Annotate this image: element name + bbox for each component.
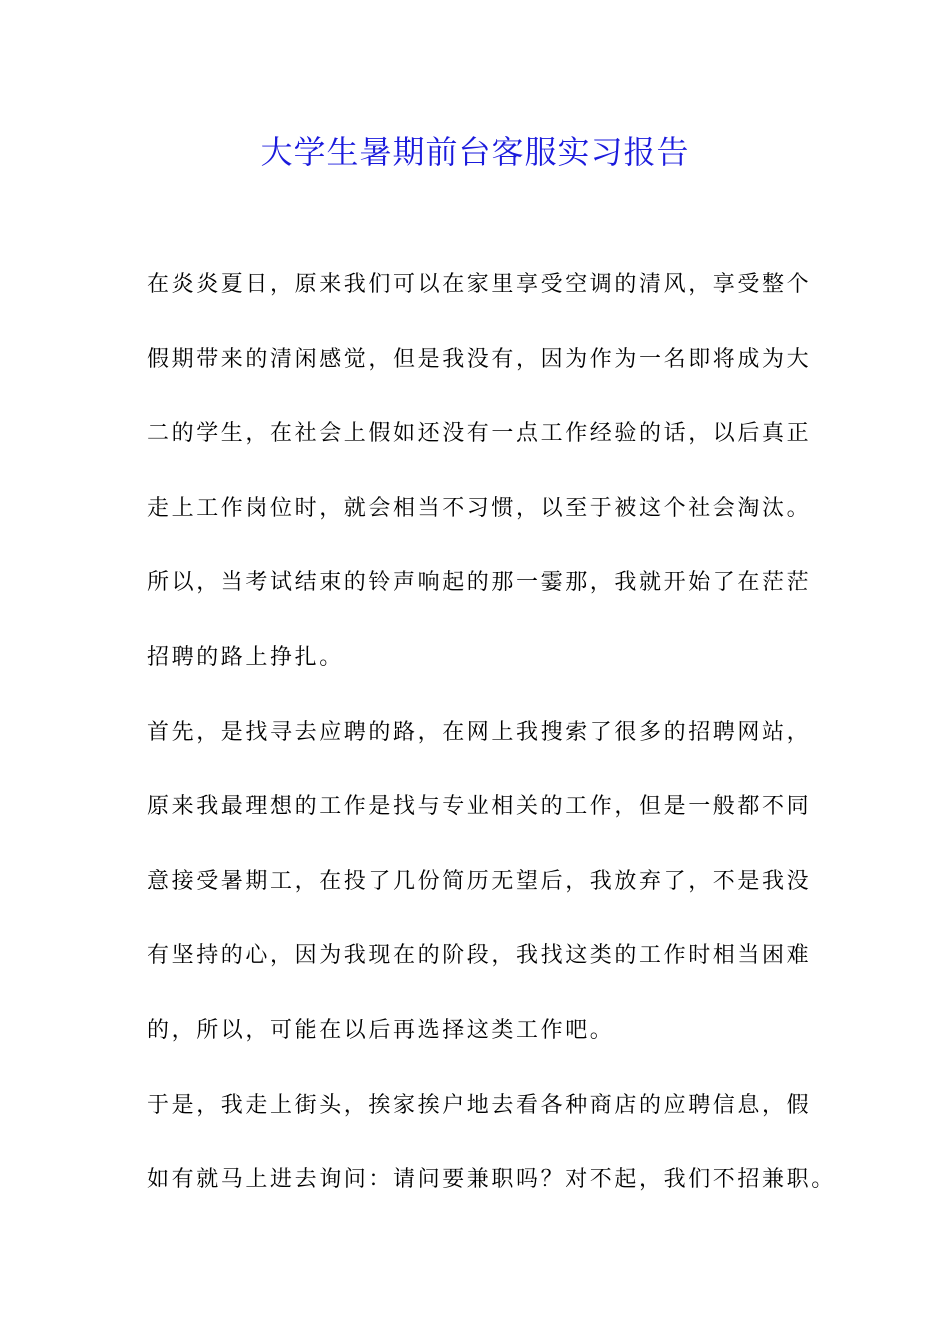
text-line: 招聘的路上挣扎。 <box>147 644 344 670</box>
text-line: 走上工作岗位时，就会相当不习惯，以至于被这个社会淘汰。 <box>147 495 812 521</box>
text-line: 二的学生，在社会上假如还没有一点工作经验的话，以后真正 <box>147 421 812 447</box>
text-line: 意接受暑期工，在投了几份简历无望后，我放弃了，不是我没 <box>147 868 812 894</box>
document-title: 大学生暑期前台客服实习报告 <box>260 133 690 171</box>
text-line: 假期带来的清闲感觉，但是我没有，因为作为一名即将成为大 <box>147 346 812 372</box>
text-line: 的，所以，可能在以后再选择这类工作吧。 <box>147 1017 615 1043</box>
document-body <box>147 262 836 1232</box>
text-line: 于是，我走上街头，挨家挨户地去看各种商店的应聘信息，假 <box>147 1092 812 1118</box>
text-line: 首先，是找寻去应聘的路，在网上我搜索了很多的招聘网站， <box>147 719 812 745</box>
text-line: 原来我最理想的工作是找与专业相关的工作，但是一般都不同 <box>147 794 812 820</box>
text-line: 所以，当考试结束的铃声响起的那一霎那，我就开始了在茫茫 <box>147 570 812 596</box>
text-line: 在炎炎夏日，原来我们可以在家里享受空调的清风，享受整个 <box>147 272 812 297</box>
text-line: 如有就马上进去询问：请问要兼职吗？对不起，我们不招兼职。 <box>147 1167 836 1193</box>
text-line: 有坚持的心，因为我现在的阶段，我找这类的工作时相当困难 <box>147 943 812 969</box>
